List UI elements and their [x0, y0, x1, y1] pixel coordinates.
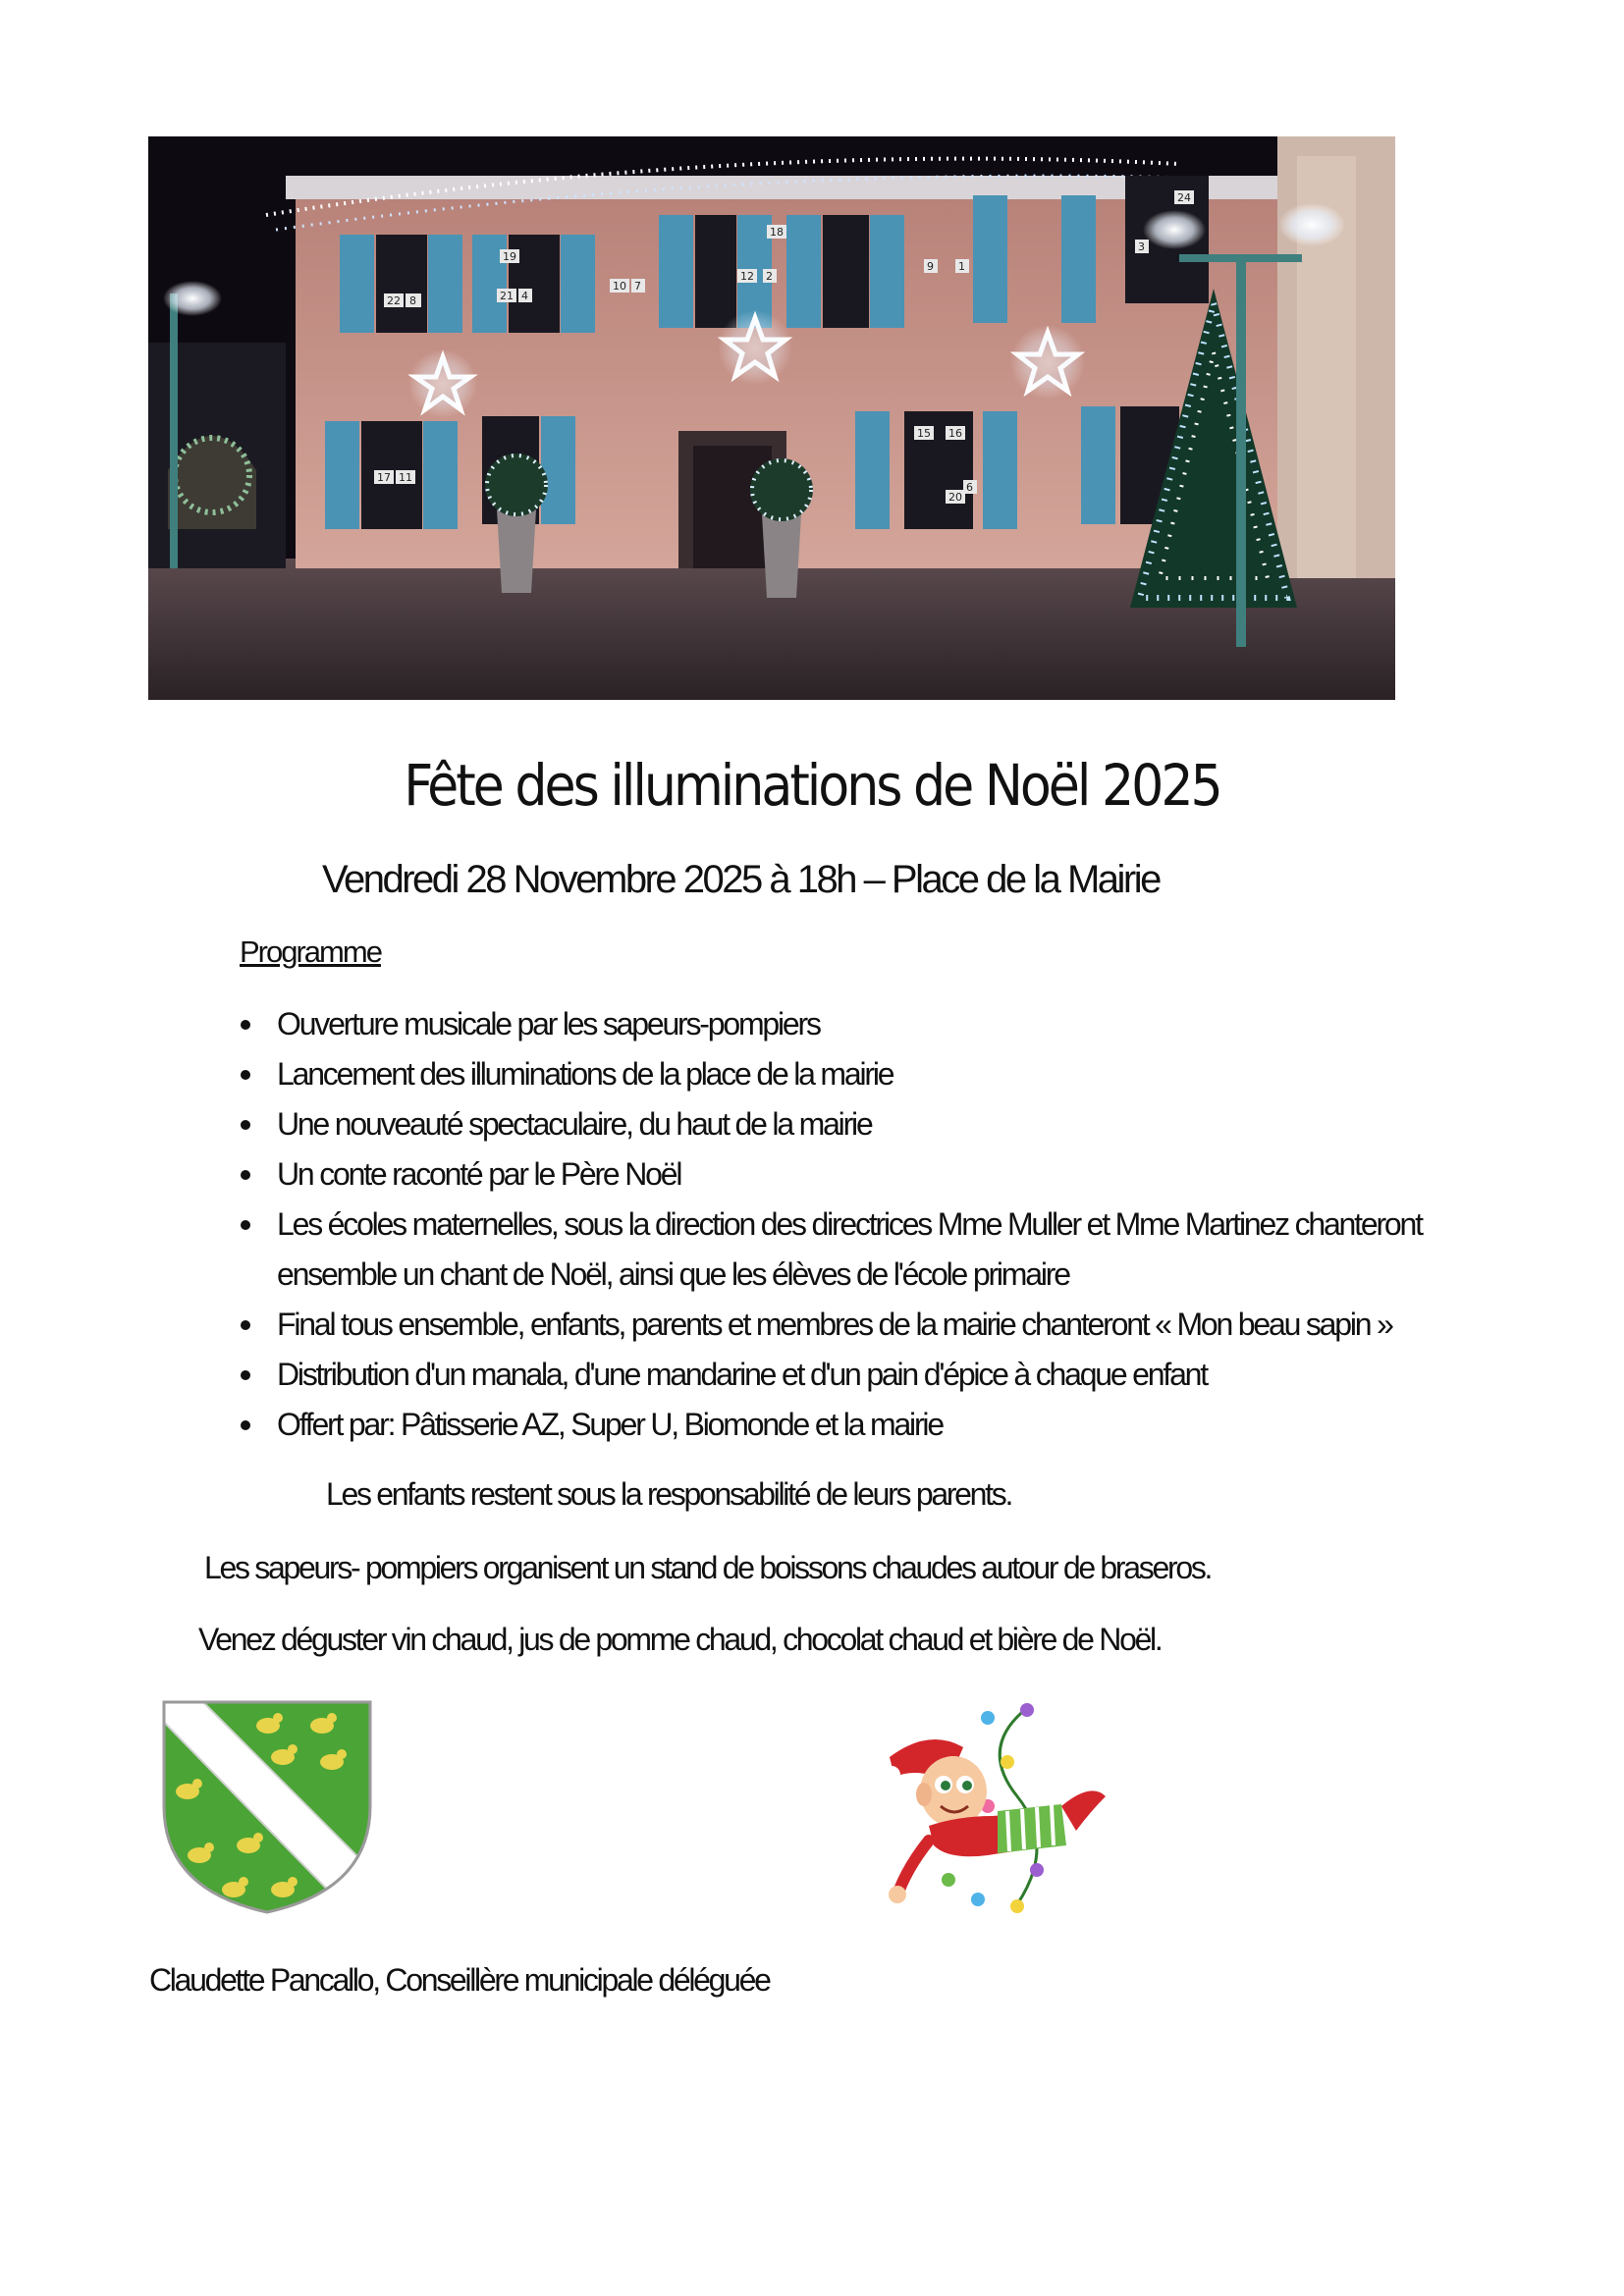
- calendar-number: 11: [399, 471, 412, 484]
- calendar-number: 20: [948, 491, 962, 504]
- program-heading: Programme: [240, 934, 381, 969]
- calendar-number: 8: [409, 294, 416, 307]
- program-item: Distribution d'un manala, d'une mandarine et d'un pain d'épice à chaque enfant: [277, 1350, 1534, 1400]
- calendar-number: 10: [613, 280, 626, 293]
- firefighters-stand-note: Les sapeurs- pompiers organisent un stand de boissons chaudes autour de braseros.: [204, 1550, 1212, 1585]
- calendar-number: 2: [766, 270, 773, 283]
- program-list: [226, 999, 1534, 1450]
- calendar-number: 18: [770, 226, 784, 239]
- program-item: Offert par: Pâtisserie AZ, Super U, Biomonde et la mairie: [277, 1400, 1534, 1450]
- town-hall-photo: [148, 136, 1395, 700]
- town-hall-photo-drawing: [148, 136, 1395, 700]
- event-title: Fête des illuminations de Noël 2025: [404, 752, 1220, 819]
- calendar-number: 9: [927, 260, 934, 273]
- program-item: Les écoles maternelles, sous la direction des directrices Mme Muller et Mme Martinez chanteront ensemble un chant de Noël, ainsi que les élèves de l'école primaire: [277, 1200, 1534, 1300]
- calendar-number: 22: [387, 294, 401, 307]
- calendar-number: 3: [1138, 240, 1145, 253]
- calendar-number: 15: [917, 427, 931, 440]
- calendar-number: 7: [634, 280, 641, 293]
- program-item: Ouverture musicale par les sapeurs-pompiers: [277, 999, 1534, 1049]
- calendar-number: 19: [503, 250, 516, 263]
- coat-of-arms-icon: [160, 1698, 374, 1916]
- calendar-number: 1: [958, 260, 965, 273]
- calendar-number: 4: [521, 290, 528, 302]
- calendar-number: 12: [740, 270, 754, 283]
- responsibility-note: Les enfants restent sous la responsabilité de leurs parents.: [326, 1476, 1012, 1512]
- program-item: Final tous ensemble, enfants, parents et membres de la mairie chanteront « Mon beau sapin »: [277, 1300, 1534, 1350]
- christmas-elf-icon: [870, 1688, 1117, 1936]
- calendar-number: 16: [948, 427, 962, 440]
- calendar-number: 21: [500, 290, 514, 302]
- program-item: Une nouveauté spectaculaire, du haut de la mairie: [277, 1099, 1534, 1149]
- program-item: Lancement des illuminations de la place de la mairie: [277, 1049, 1534, 1099]
- signature: Claudette Pancallo, Conseillère municipale déléguée: [149, 1962, 770, 1998]
- event-date-location: Vendredi 28 Novembre 2025 à 18h – Place de la Mairie: [322, 858, 1160, 901]
- calendar-number: 6: [966, 481, 973, 494]
- calendar-number: 24: [1177, 191, 1191, 204]
- program-item: Un conte raconté par le Père Noël: [277, 1149, 1534, 1200]
- drinks-note: Venez déguster vin chaud, jus de pomme chaud, chocolat chaud et bière de Noël.: [198, 1622, 1162, 1657]
- calendar-number: 17: [377, 471, 391, 484]
